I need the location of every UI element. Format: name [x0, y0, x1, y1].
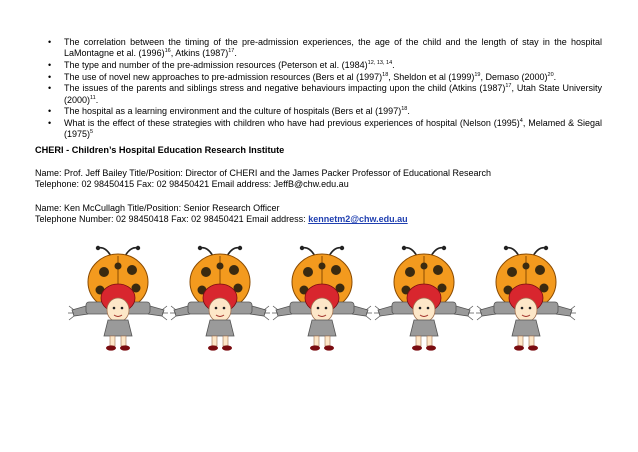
research-questions-list [46, 37, 602, 141]
list-item: • The issues of the parents and siblings stress and negative behaviours impacting upon the child (Atkins $(1987)^{17}$, Utah State University $(2000)^{11}$. [46, 83, 602, 105]
contact-block-director [35, 168, 491, 190]
contact-name-line: Name: Ken McCullagh Title/Position: Senior Research Officer [35, 203, 280, 213]
contact-phone-text: Telephone Number: 02 98450418 Fax: 02 98450421 Email address: [35, 214, 309, 224]
institute-heading: CHERI - Children’s Hospital Education Research Institute [35, 145, 285, 155]
contact-name-line: Name: Prof. Jeff Bailey Title/Position: Director of CHERI and the James Packer Professor of Educational Research [35, 168, 492, 178]
list-item: • The type and number of the pre-admission resources (Peterson et al. $(1984)^{12, 13, 14}$. [46, 60, 602, 71]
contact-phone-line [35, 214, 408, 225]
ladybug-child-icon [68, 246, 168, 351]
list-item: • The hospital as a learning environment and the culture of hospitals (Bers et al $(1997)^{18}$. [46, 106, 602, 117]
contact-block-officer [35, 203, 408, 225]
list-item: • The correlation between the timing of the pre-admission experiences, the age of the child and the length of stay in the hospital LaMontagne et al. $(1996)^{16}$, Atkins $(1987)^{17}$. [46, 37, 602, 59]
ladybug-illustration-row [64, 244, 584, 354]
contact-phone-line: Telephone: 02 98450415 Fax: 02 98450421 Email address: JeffB@chw.edu.au [35, 179, 349, 189]
email-link[interactable]: kennetm2@chw.edu.au [308, 214, 408, 224]
ladybug-child-icon [374, 246, 474, 351]
ladybug-child-icon [170, 246, 270, 351]
list-item: • What is the effect of these strategies with children who have had previous experiences of hospital (Nelson $(1995)^4$, Melamed & Siegal $(1975)^5$ [46, 118, 602, 140]
ladybug-child-icon [272, 246, 372, 351]
ladybug-child-icon [476, 246, 576, 351]
list-item: • The use of novel new approaches to pre-admission resources (Bers et al $(1997)^{18}$, Sheldon et al $(1999)^{19}$, Demaso $(2000)^{20}$. [46, 72, 602, 83]
